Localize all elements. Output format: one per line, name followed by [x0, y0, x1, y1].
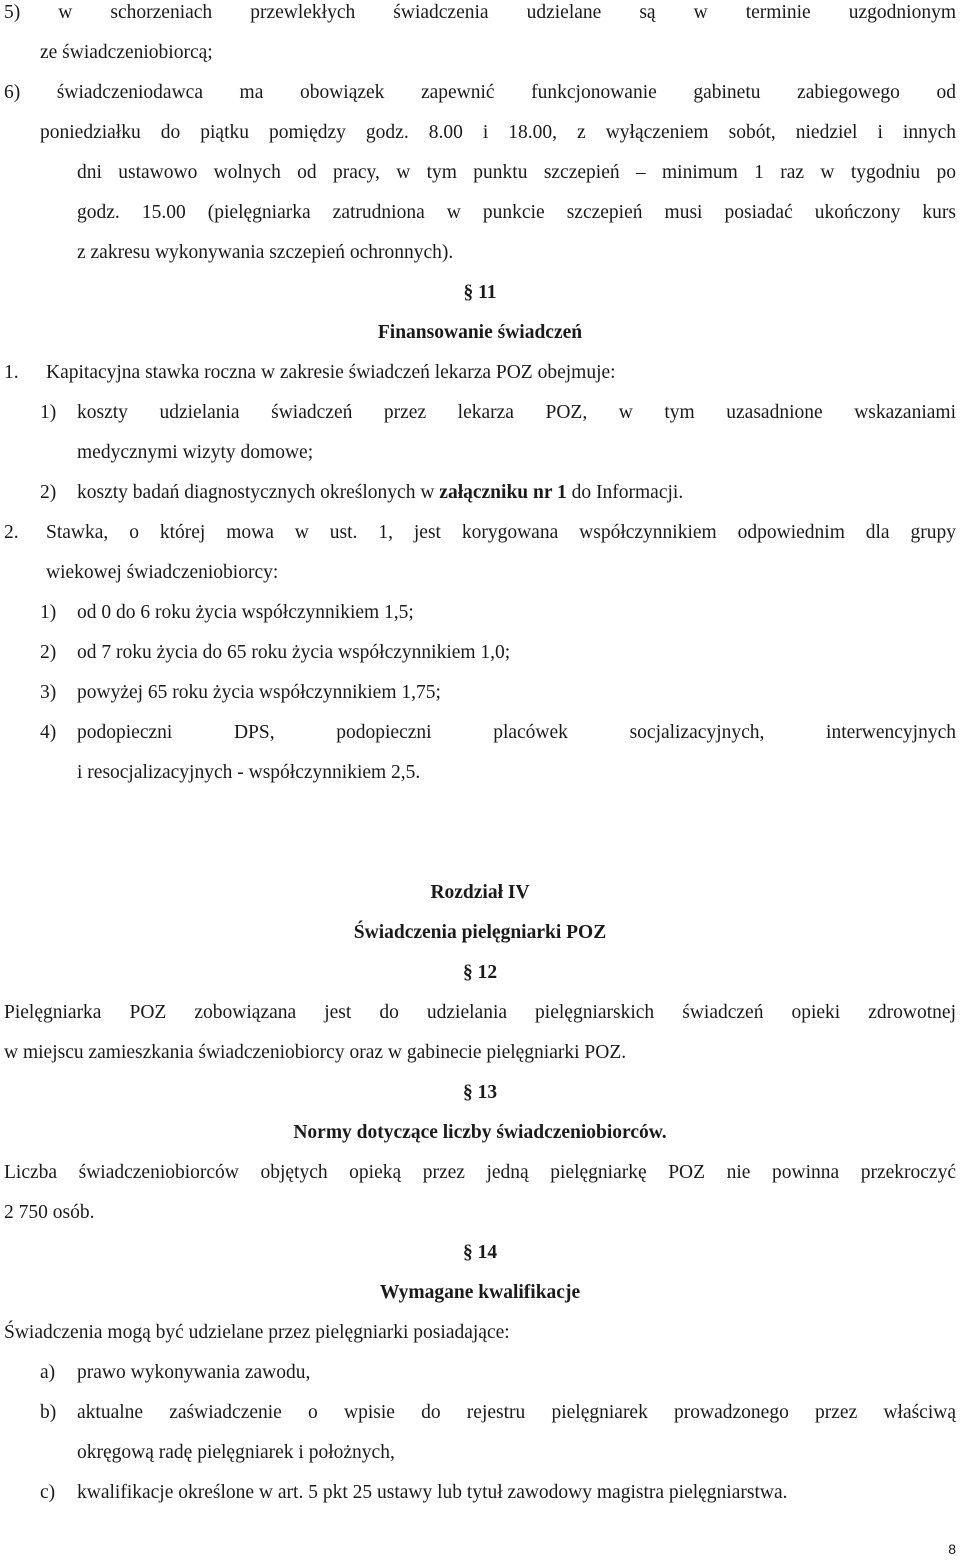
list-item-6-cont-1: poniedziałku do piątku pomiędzy godz. 8.00 i 18.00, z wyłączeniem sobót, niedziel i innych — [40, 122, 956, 143]
paragraph-2-number: 2. — [4, 522, 19, 543]
qualification-b-label: b) — [40, 1402, 57, 1423]
qualification-c-label: c) — [40, 1482, 56, 1503]
qualification-b-cont: okręgową radę pielęgniarek i położnych, — [77, 1442, 395, 1463]
age-group-4: podopieczni DPS, podopieczni placówek socjalizacyjnych, interwencyjnych — [77, 722, 956, 743]
item-2-text-end: do Informacji. — [566, 482, 684, 503]
list-item-6-cont-3: godz. 15.00 (pielęgniarka zatrudniona w punkcie szczepień musi posiadać ukończony kurs — [77, 202, 956, 223]
list-item-5: 5) w schorzeniach przewlekłych świadczenia udzielane są w terminie uzgodnionym — [4, 2, 956, 23]
section-12-text-cont: w miejscu zamieszkania świadczeniobiorcy oraz w gabinecie pielęgniarki POZ. — [4, 1042, 627, 1063]
section-11-number: § 11 — [463, 282, 497, 303]
paragraph-1-number: 1. — [4, 362, 19, 383]
section-12-text: Pielęgniarka POZ zobowiązana jest do udzielania pielęgniarskich świadczeń opieki zdrowotnej — [4, 1002, 956, 1023]
section-14-title: Wymagane kwalifikacje — [379, 1282, 581, 1303]
item-2-text: koszty badań diagnostycznych określonych w — [77, 482, 440, 503]
item-1-number: 1) — [40, 402, 57, 423]
section-14-number: § 14 — [462, 1242, 498, 1263]
item-1: koszty udzielania świadczeń przez lekarza POZ, w tym uzasadnione wskazaniami — [77, 402, 956, 423]
age-group-2: od 7 roku życia do 65 roku życia współczynnikiem 1,0; — [77, 642, 511, 663]
age-group-4-cont: i resocjalizacyjnych - współczynnikiem 2,5. — [77, 762, 421, 783]
page-number: 8 — [948, 1541, 956, 1557]
item-2 — [77, 481, 683, 505]
paragraph-2-cont: wiekowej świadczeniobiorcy: — [46, 562, 279, 583]
list-item-6-cont-2: dni ustawowo wolnych od pracy, w tym punktu szczepień – minimum 1 raz w tygodniu po — [77, 162, 956, 183]
age-group-3: powyżej 65 roku życia współczynnikiem 1,75; — [77, 682, 441, 703]
section-13-number: § 13 — [462, 1082, 498, 1103]
qualification-a: prawo wykonywania zawodu, — [77, 1362, 311, 1383]
section-13-text-cont: 2 750 osób. — [4, 1202, 95, 1223]
attachment-reference: załączniku nr 1 — [439, 482, 567, 503]
age-group-4-number: 4) — [40, 722, 57, 743]
section-12-number: § 12 — [462, 962, 498, 983]
paragraph-2: Stawka, o której mowa w ust. 1, jest korygowana współczynnikiem odpowiednim dla grupy — [46, 522, 956, 543]
age-group-2-number: 2) — [40, 642, 57, 663]
item-1-cont: medycznymi wizyty domowe; — [77, 442, 314, 463]
item-2-number: 2) — [40, 482, 57, 503]
list-item-5-cont: ze świadczeniobiorcą; — [40, 42, 213, 63]
list-item-6: 6) świadczeniodawca ma obowiązek zapewnić funkcjonowanie gabinetu zabiegowego od — [4, 82, 956, 103]
section-13-title: Normy dotyczące liczby świadczeniobiorców. — [293, 1122, 667, 1143]
age-group-3-number: 3) — [40, 682, 57, 703]
qualification-c: kwalifikacje określone w art. 5 pkt 25 ustawy lub tytuł zawodowy magistra pielęgniarstwa. — [77, 1482, 788, 1503]
list-item-6-cont-4: z zakresu wykonywania szczepień ochronnych). — [77, 242, 454, 263]
qualification-a-label: a) — [40, 1362, 56, 1383]
qualification-b: aktualne zaświadczenie o wpisie do rejestru pielęgniarek prowadzonego przez właściwą — [77, 1402, 956, 1423]
paragraph-1: Kapitacyjna stawka roczna w zakresie świadczeń lekarza POZ obejmuje: — [46, 362, 616, 383]
age-group-1: od 0 do 6 roku życia współczynnikiem 1,5; — [77, 602, 414, 623]
section-14-intro: Świadczenia mogą być udzielane przez pielęgniarki posiadające: — [4, 1322, 510, 1343]
age-group-1-number: 1) — [40, 602, 57, 623]
chapter-heading: Rozdział IV — [430, 882, 530, 903]
section-11-title: Finansowanie świadczeń — [377, 322, 583, 343]
chapter-title: Świadczenia pielęgniarki POZ — [353, 922, 607, 943]
section-13-text: Liczba świadczeniobiorców objętych opieką przez jedną pielęgniarkę POZ nie powinna przekroczyć — [4, 1162, 956, 1183]
